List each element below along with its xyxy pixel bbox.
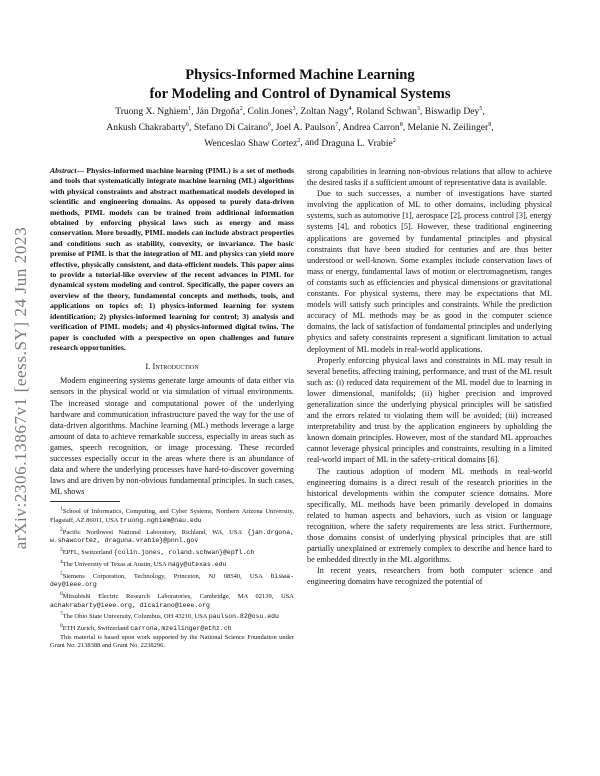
affiliation-marker: 1	[188, 106, 192, 112]
abstract-label: Abstract	[50, 166, 77, 175]
footnote-email[interactable]: achakrabarty@ieee.org, dicairano@ieee.org	[50, 601, 210, 609]
abstract	[50, 166, 294, 353]
footnote-affiliation: EPFL, Switzerland	[62, 549, 114, 557]
affiliation-marker: 6	[267, 121, 271, 128]
footnote-affiliation: School of Informatics, Computing, and Cyber Systems, Northern Arizona University, Flagstaff, AZ 86011, USA	[50, 508, 294, 525]
footnote-marker: 2	[60, 526, 63, 533]
affiliation-marker: 8	[399, 121, 403, 128]
footnote-affiliation: Mitsubishi Electric Research Laboratories, Cambridge, MA 02139, USA	[62, 593, 294, 601]
title-line-2: for Modeling and Control of Dynamical Systems	[149, 86, 451, 102]
body-paragraph: strong capabilities in learning non-obvious relations that allow to achieve the desired tasks if a sufficient amount of representative data is available.	[307, 167, 552, 188]
author-name: Truong X. Nghiem$^1$	[115, 106, 192, 118]
footnote	[50, 526, 294, 546]
footnote	[50, 610, 294, 622]
right-column	[307, 166, 552, 588]
author-name: Joel A. Paulson$^7$	[275, 121, 339, 133]
paper-title	[60, 66, 540, 104]
body-paragraph: Due to such successes, a number of investigations have started involving the application of ML to other domains, including physical systems, such as automotive [1], aerospace [2], process control [3], energy systems [4], and robotics [5]. However, these traditional engineering applications are governed by fundamental principles and physical constraints that have been studied for centuries and are thus better understood or well-known. Some examples include conservation laws of mass or energy, fundamental laws of motion or electromagnetism, ranges of constants such as efficiencies and physical dimensions or gravitational constants. For physical systems, there may be expectations that ML models will satisfy such principles and constraints. While the prediction accuracy of ML methods may be as good in the computer science domains, the lack of satisfaction of fundamental principles and underlying physics and safety constraints represent a significant limitation to actual deployment of ML models in real-world applications.	[307, 189, 552, 354]
footnote-marker: 6	[60, 590, 63, 597]
footnote-affiliation: The Ohio State University, Columbus, OH 43210, USA	[62, 613, 209, 621]
left-column	[50, 166, 294, 651]
footnotes	[50, 505, 294, 633]
affiliation-marker: 3	[292, 106, 296, 112]
affiliation-marker: 8	[488, 121, 492, 128]
footnote	[50, 590, 294, 610]
author-list: Truong X. Nghiem$^1$, Ján Drgoňa$^2$, Colin Jones$^3$, Zoltan Nagy$^4$, Roland Schwan$^3$, Biswadip Dey$^5$, Ankush Chakrabarty$^6$, Stefano Di Cairano$^6$, Joel A. Paulson$^7$, Andrea Carron$^8$, Melanie N. Zeilinger$^8$, Wenceslao Shaw Cortez$^2$, and Draguna L. Vrabie$^2$	[106, 106, 494, 149]
footnote-email[interactable]: carrona,mzeilinger@ethz.ch	[130, 625, 232, 633]
footnote-email[interactable]: biswa-dey@ieee.org	[50, 572, 294, 589]
affiliation-marker: 2	[392, 137, 396, 144]
affiliation-marker: 3	[416, 106, 420, 112]
affiliation-marker: 4	[348, 106, 352, 112]
footnote-affiliation: Pacific Northwest National Laboratory, Richland, WA, USA	[62, 528, 248, 536]
footnote-email[interactable]: paulson.82@osu.edu	[208, 613, 279, 621]
funding-note: This material is based upon work supported by the National Science Foundation under Grant No. 2138388 and Grant No. 2238296.	[50, 633, 294, 650]
affiliation-marker: 7	[335, 121, 339, 128]
author-name: Zoltan Nagy$^4$	[300, 106, 352, 118]
footnote-marker: 5	[60, 570, 63, 577]
footnote-marker: 7	[60, 611, 63, 618]
footnote-marker: 3	[60, 547, 63, 554]
arxiv-identifier-margin	[6, 0, 36, 776]
title-line-1: Physics-Informed Machine Learning	[185, 67, 415, 83]
footnote	[50, 622, 294, 634]
arxiv-id: arXiv:2306.13867v1 [eess.SY] 24 Jun 2023	[11, 226, 30, 550]
intro-paragraph: Modern engineering systems generate large amounts of data either via sensors in the physical world or via simulation of virtual environments. The increased storage and computational power of the underlying hardware and communication infrastructure paved the way for the use of data-driven algorithms. Machine learning (ML) methods leverage a large amount of data to achieve remarkable success, especially in areas such as games, speech recognition, or image processing. These recorded successes especially occur in the areas where there is an abundance of data and where the underlying processes have hard-to-discover governing laws and are driven by non-obvious fundamental principles. In such cases, ML shows	[50, 376, 294, 497]
author-name: Ján Drgoňa$^2$	[195, 106, 243, 118]
author-name: Ankush Chakrabarty$^6$	[106, 121, 190, 133]
footnote-affiliation: The University of Texas at Austin, USA	[62, 560, 168, 568]
footnote-marker: 1	[60, 506, 63, 513]
author-name: Melanie N. Zeilinger$^8$	[407, 121, 492, 133]
section-heading: I. Introduction	[145, 361, 199, 372]
footnote-email[interactable]: truong.nghiem@nau.edu	[119, 517, 202, 525]
affiliation-marker: 2	[239, 106, 243, 112]
footnote-marker: 4	[60, 558, 63, 565]
footnote-email[interactable]: {colin.jones, roland.schwan}@epfl.ch	[113, 549, 255, 557]
author-name: Wenceslao Shaw Cortez$^2$	[204, 137, 301, 149]
body-paragraph: In recent years, researchers from both computer science and engineering domains have recognized the potential of	[307, 566, 552, 587]
affiliation-marker: 6	[186, 121, 190, 128]
author-name: Biswadip Dey$^5$	[424, 106, 483, 118]
footnote-affiliation: ETH Zurich, Switzerland	[62, 625, 131, 633]
body-paragraph: Properly enforcing physical laws and constraints in ML may result in several benefits, affecting training, performance, and trust of the ML result such as: (i) reduced data requirement of the ML model due to learning in lower dimensional, manifolds; (ii) higher precision and improved generalization since the underlying physical principles will be satisfied and the errors related to violating them will be avoided; (iii) increased interpretability and trust by the application engineers by upholding the known domain principles. However, most of the standard ML approaches cannot leverage physical principles and constraints, resulting in a limited real-world impact of ML in the safety-critical domains [6].	[307, 355, 552, 465]
footnote-divider	[50, 501, 120, 502]
author-name: Stefano Di Cairano$^6$	[193, 121, 271, 133]
author-name: Roland Schwan$^3$	[356, 106, 420, 118]
footnote	[50, 505, 294, 525]
abstract-text: — Physics-informed machine learning (PIML) is a set of methods and tools that systematically integrate machine learning (ML) algorithms with physical constraints and abstract mathematical models developed in scientific and engineering domains. As opposed to purely data-driven methods, PIML models can be trained from additional information obtained by enforcing physical laws such as energy and mass conservation. More broadly, PIML models can include abstract properties and conditions such as stability, convexity, or invariance. The basic premise of PIML is that the integration of ML and physics can yield more effective, physically consistent, and data-efficient models. This paper aims to provide a tutorial-like overview of the recent advances in PIML for dynamical system modeling and control. Specifically, the paper covers an overview of the theory, fundamental concepts and methods, tools, and applications on topics of: 1) physics-informed learning for system identification; 2) physics-informed learning for control; 3) analysis and verification of PIML models; and 4) physics-informed digital twins. The paper is concluded with a perspective on open challenges and future research opportunities.	[50, 166, 294, 352]
footnote-marker: 8	[60, 622, 63, 629]
author-name: Draguna L. Vrabie$^2$	[321, 137, 396, 149]
author-name: Colin Jones$^3$	[247, 106, 296, 118]
footnote	[50, 558, 294, 570]
footnote-affiliation: Siemens Corporation, Technology, Princeton, NJ 08540, USA	[62, 572, 271, 580]
affiliation-marker: 2	[297, 137, 301, 144]
footnote-email[interactable]: nagy@utexas.edu	[167, 560, 227, 568]
footnote	[50, 570, 294, 590]
affiliation-marker: 5	[479, 106, 483, 112]
footnote-email[interactable]: {jan.drgona, w.shawcortez, draguna.vrabie}@pnnl.gov	[50, 528, 294, 545]
author-name: Andrea Carron$^8$	[342, 121, 403, 133]
footnote	[50, 546, 294, 558]
body-paragraph: The cautious adoption of modern ML methods in real-world engineering domains is a direct result of the research priorities in the historical developments within the computer science domains. More specifically, ML methods have been primarily developed in domains related to human aspects and behaviors, such as vision or language recognition, where the safety requirements are less strict. Furthermore, those domains consist of underlying physical principles that are still partially unexplained or extremely complex to describe and hence hard to be embedded directly in the ML algorithms.	[307, 466, 552, 565]
